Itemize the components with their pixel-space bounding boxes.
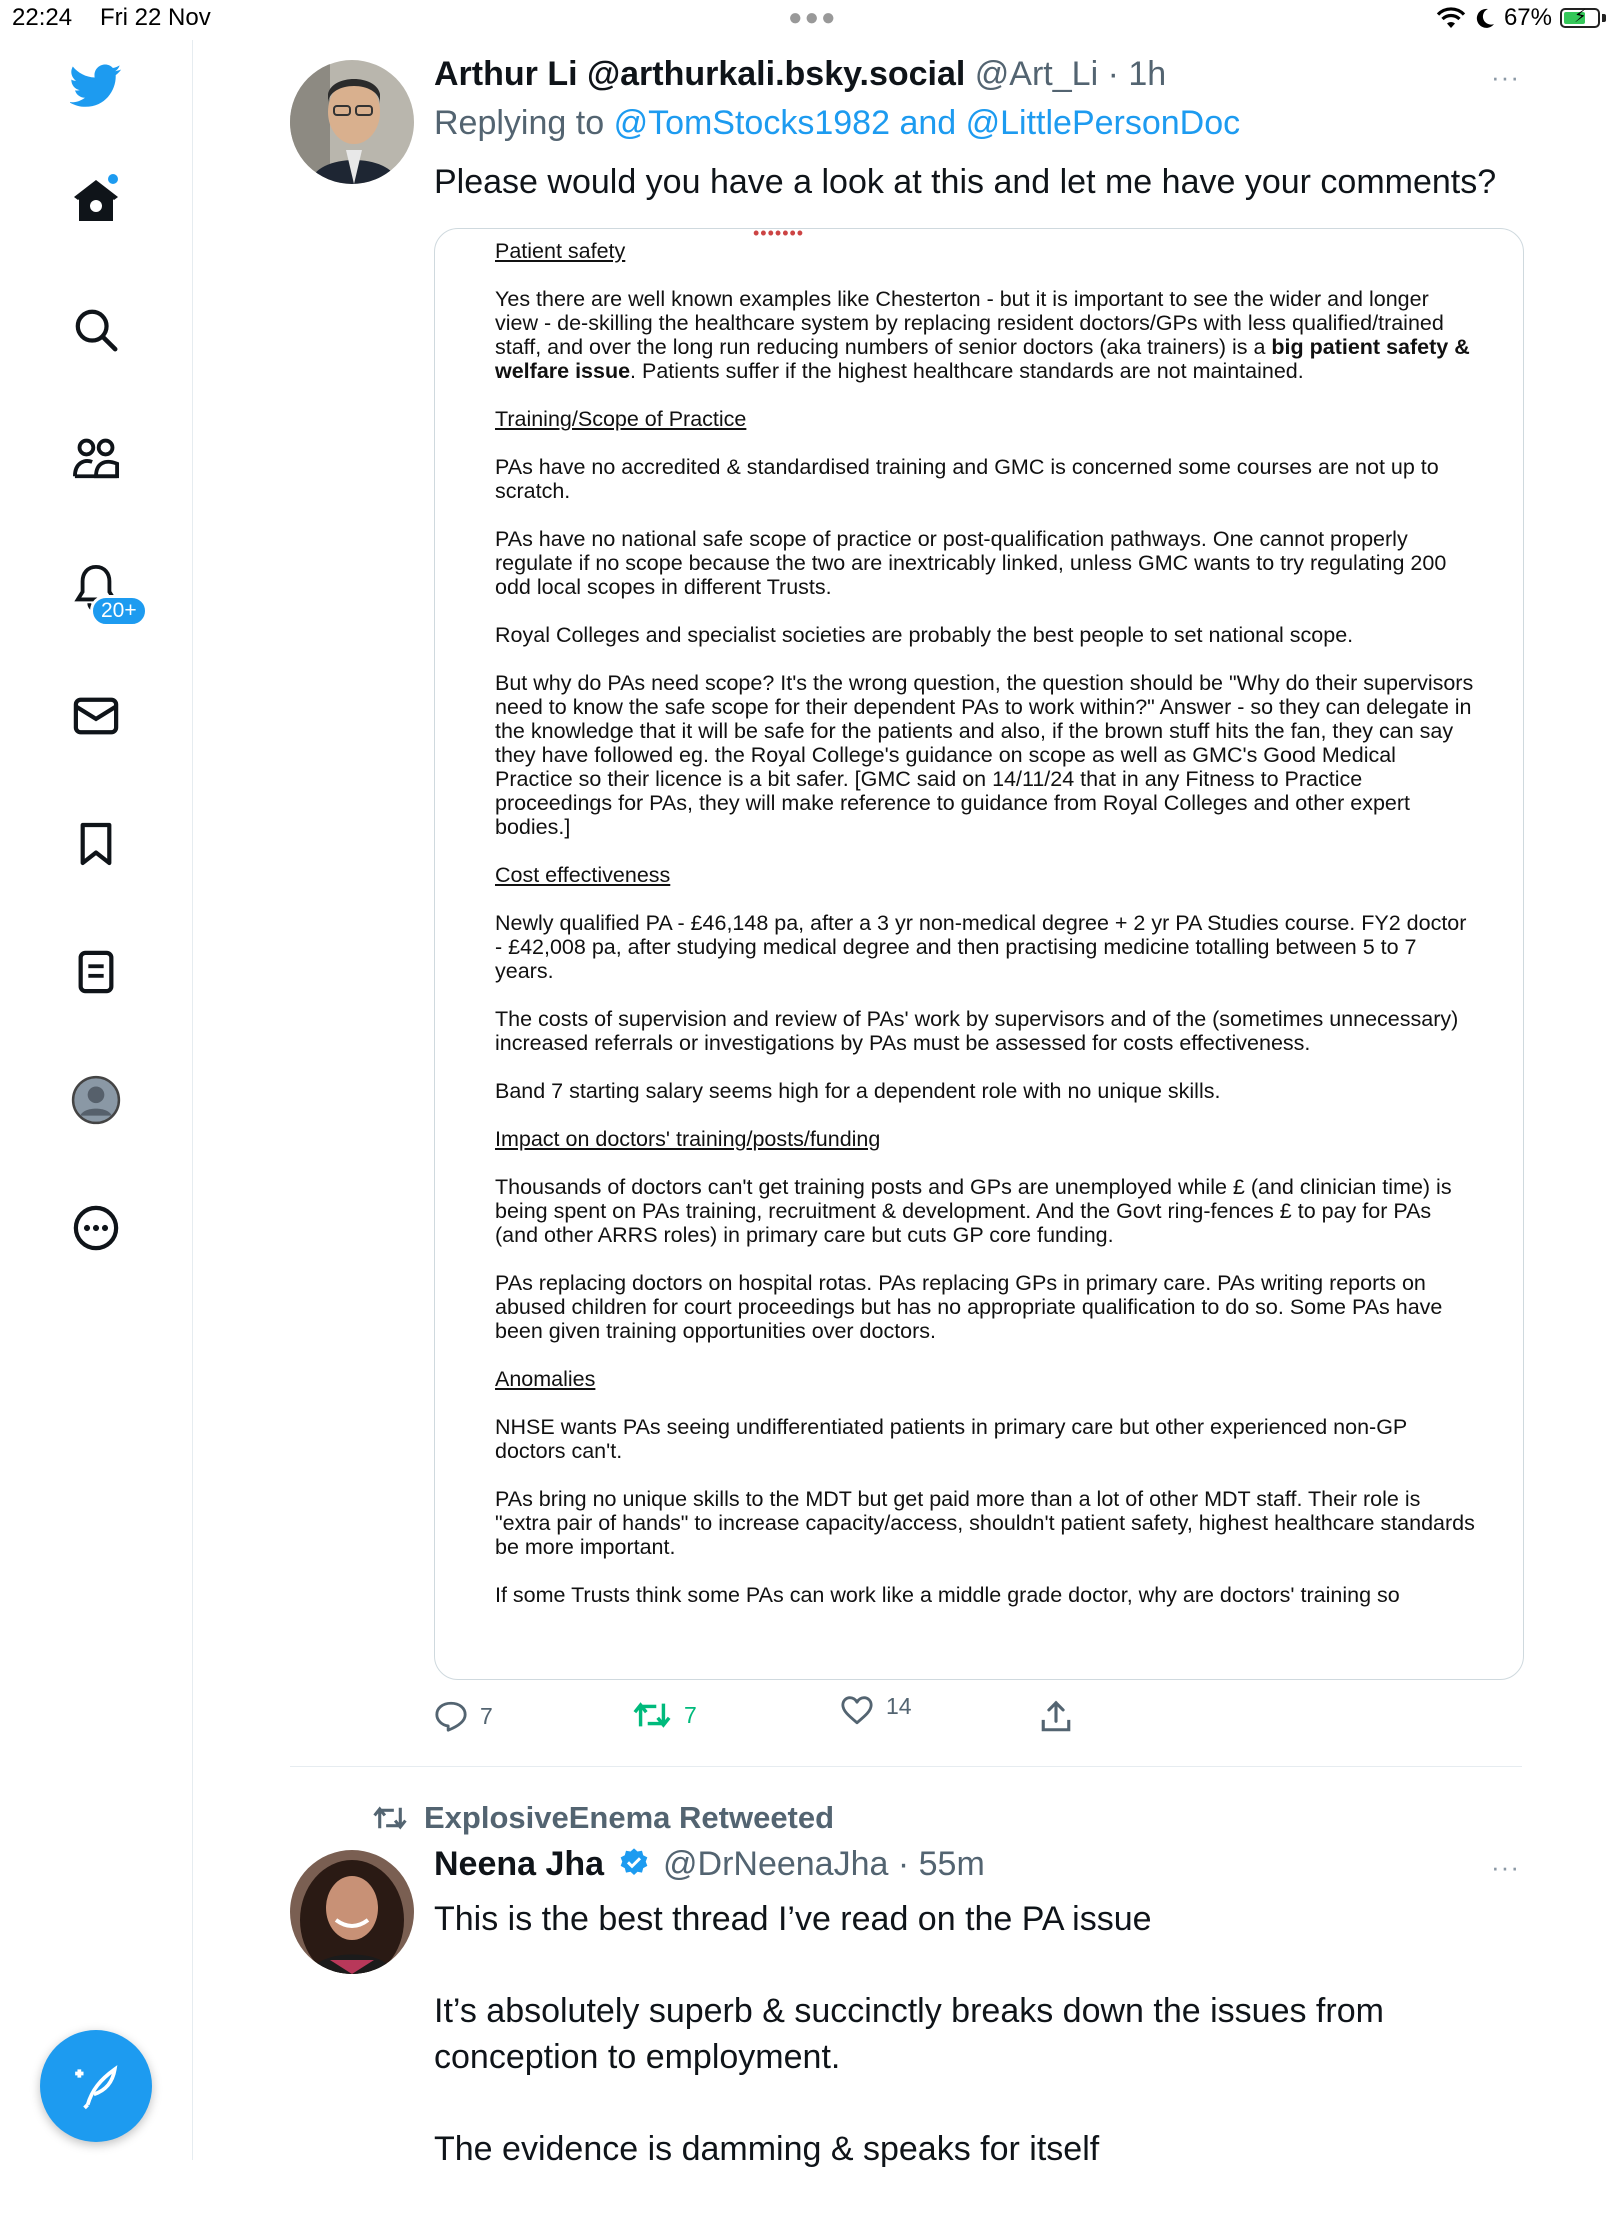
lists-icon[interactable] <box>70 946 122 998</box>
tweet-header <box>434 1845 985 1884</box>
author-display-name[interactable]: Arthur Li @arthurkali.bsky.social <box>434 55 966 93</box>
tweet-divider <box>290 1766 1522 1767</box>
reply-and-conjunction: and <box>899 104 957 142</box>
status-bar <box>0 0 1620 40</box>
tweet-text-line: The evidence is damming & speaks for itself <box>434 2130 1100 2168</box>
doc-paragraph <box>495 287 1475 383</box>
wifi-icon <box>1436 6 1466 30</box>
profile-avatar-icon[interactable] <box>70 1074 122 1126</box>
doc-heading: Training/Scope of Practice <box>495 407 747 431</box>
verified-badge-icon <box>618 1847 650 1879</box>
tweet-timestamp[interactable]: 55m <box>918 1845 985 1883</box>
tweet-more-options-icon[interactable]: ··· <box>1491 1852 1520 1882</box>
reply-bubble-icon <box>434 1700 468 1732</box>
tweet-author-avatar[interactable] <box>290 1850 414 1974</box>
replying-to-line <box>434 104 1240 143</box>
battery-percent: 67% <box>1503 4 1552 31</box>
doc-heading: Cost effectiveness <box>495 863 671 887</box>
like-button[interactable] <box>840 1694 912 1726</box>
status-time: 22:24 <box>12 4 73 31</box>
tweet-text-line: It’s absolutely superb & succinctly breaks down the issues from <box>434 1992 1384 2030</box>
doc-heading: Patient safety <box>495 239 626 263</box>
reply-mention-link[interactable]: @LittlePersonDoc <box>965 104 1241 142</box>
share-button[interactable] <box>1040 1700 1072 1734</box>
communities-icon[interactable] <box>70 433 122 485</box>
doc-text-run: Yes there are well known examples like Chesterton - but it is important to see the wider and longer view - de-skilling the healthcare system by replacing resident doctors/GPs with less qualified/trained staff, and over the long run reducing numbers of senior doctors (aka trainers) is a <box>495 287 1444 359</box>
sidebar <box>0 40 193 2160</box>
retweet-icon <box>632 1700 672 1730</box>
retweet-count: 7 <box>684 1701 697 1728</box>
compose-tweet-button[interactable] <box>40 2030 152 2142</box>
doc-paragraph: If some Trusts think some PAs can work like a middle grade doctor, why are doctors' training so <box>495 1583 1400 1607</box>
meta-separator: · <box>1098 55 1129 93</box>
doc-paragraph: NHSE wants PAs seeing undifferentiated patients in primary care but other experienced non-GP doctors can't. <box>495 1415 1407 1463</box>
doc-text-run: . Patients suffer if the highest healthcare standards are not maintained. <box>630 359 1304 383</box>
reply-button[interactable] <box>434 1700 493 1732</box>
heart-icon <box>840 1694 874 1726</box>
compose-feather-icon <box>71 2061 121 2111</box>
tweet-header <box>434 55 1166 94</box>
status-indicators <box>1436 4 1606 32</box>
notifications-count-badge: 20+ <box>90 595 148 627</box>
retweet-indicator-icon <box>372 1804 408 1832</box>
doc-paragraph: Royal Colleges and specialist societies are probably the best people to set national scope. <box>495 623 1354 647</box>
tweet-text <box>434 1896 1384 2218</box>
messages-envelope-icon[interactable] <box>70 690 122 742</box>
tweet-timestamp[interactable]: 1h <box>1128 55 1167 93</box>
retweeted-by-text[interactable]: ExplosiveEnema Retweeted <box>424 1800 835 1835</box>
tweet-text-line: This is the best thread I’ve read on the PA issue <box>434 1900 1152 1938</box>
tweet-text: Please would you have a look at this and let me have your comments? <box>434 163 1497 201</box>
reply-mention-link[interactable]: @TomStocks1982 <box>613 104 890 142</box>
charging-bolt-icon: ⚡ <box>1574 6 1587 26</box>
doc-paragraph: Thousands of doctors can't get training posts and GPs are unemployed while £ (and clinician time) is being spent on PAs training, recruitment & development. And the Govt ring-fences £ to pay for PAs (and other ARRS roles) in primary care but cuts GP core funding. <box>495 1175 1452 1247</box>
doc-paragraph: PAs have no accredited & standardised training and GMC is concerned some courses are not up to scratch. <box>495 455 1439 503</box>
search-icon[interactable] <box>70 304 122 356</box>
like-count: 14 <box>886 1692 912 1719</box>
reply-count: 7 <box>480 1702 493 1729</box>
document-text <box>495 239 1475 1631</box>
more-options-icon[interactable] <box>70 1202 122 1254</box>
share-icon <box>1040 1700 1072 1734</box>
author-handle[interactable]: @Art_Li <box>974 55 1099 93</box>
tweet-actions <box>434 1692 1094 1744</box>
doc-paragraph: Band 7 starting salary seems high for a dependent role with no unique skills. <box>495 1079 1221 1103</box>
author-display-name[interactable]: Neena Jha <box>434 1845 605 1883</box>
meta-separator: · <box>888 1845 919 1883</box>
retweet-button[interactable] <box>632 1700 697 1730</box>
tweet-text-line: conception to employment. <box>434 2038 841 2076</box>
doc-paragraph: PAs bring no unique skills to the MDT but get paid more than a lot of other MDT staff. Their role is "extra pair of hands" to increase capacity/access, shouldn't patient safety, highest healthcare standards be more important. <box>495 1487 1475 1559</box>
doc-paragraph: Newly qualified PA - £46,148 pa, after a 3 yr non-medical degree + 2 yr PA Studies course. FY2 doctor - £42,008 pa, after studying medical degree and then practising medicine totalling between 5 to 7 years. <box>495 911 1467 983</box>
moon-icon <box>1474 6 1496 30</box>
doc-paragraph: PAs have no national safe scope of practice or post-qualification pathways. One cannot properly regulate if no scope because the two are inextricably linked, unless GMC wants to try regulating 200 odd local scopes in different Trusts. <box>495 527 1447 599</box>
bookmarks-icon[interactable] <box>70 818 122 870</box>
tweet-author-avatar[interactable] <box>290 60 414 184</box>
tweet-attached-image[interactable] <box>434 228 1524 1680</box>
doc-paragraph: But why do PAs need scope? It's the wrong question, the question should be "Why do their supervisors need to know the safe scope for their dependent PAs to work within?" Answer - so they can delegate in the knowledge that it will be safe for the patients and also, if the brown stuff hits the fan, they can say they have followed eg. the Royal College's guidance on scope as well as GMC's Good Medical Practice so their licence is a bit safer. [GMC said on 14/11/24 that in any Fitness to Practice proceedings for PAs, they will make reference to guidance from Royal Colleges and other expert bodies.] <box>495 671 1474 839</box>
replying-to-prefix: Replying to <box>434 104 605 142</box>
battery-icon <box>1560 8 1600 28</box>
doc-paragraph: The costs of supervision and review of PAs' work by supervisors and of the (sometimes unnecessary) increased referrals or investigations by PAs must be assessed for costs effectiveness. <box>495 1007 1459 1055</box>
doc-bold-run: big patient safety & welfare issue <box>495 335 1470 383</box>
retweeted-by-line <box>372 1800 834 1836</box>
author-handle[interactable]: @DrNeenaJha <box>663 1845 889 1883</box>
doc-paragraph: PAs replacing doctors on hospital rotas. PAs replacing GPs in primary care. PAs writing reports on abused children for court proceedings but has no appropriate qualification to do so. Some PAs have been given training opportunities over doctors. <box>495 1271 1443 1343</box>
multitasking-dots-icon[interactable]: ●●● <box>788 4 838 31</box>
twitter-bird-logo-icon[interactable] <box>70 60 122 112</box>
image-top-mark: ••••••• <box>753 228 805 243</box>
doc-heading: Impact on doctors' training/posts/funding <box>495 1127 881 1151</box>
tweet-more-options-icon[interactable]: ··· <box>1491 62 1520 92</box>
home-icon[interactable] <box>70 175 122 227</box>
doc-heading: Anomalies <box>495 1367 596 1391</box>
battery-nub <box>1602 14 1606 22</box>
status-date: Fri 22 Nov <box>100 4 211 31</box>
